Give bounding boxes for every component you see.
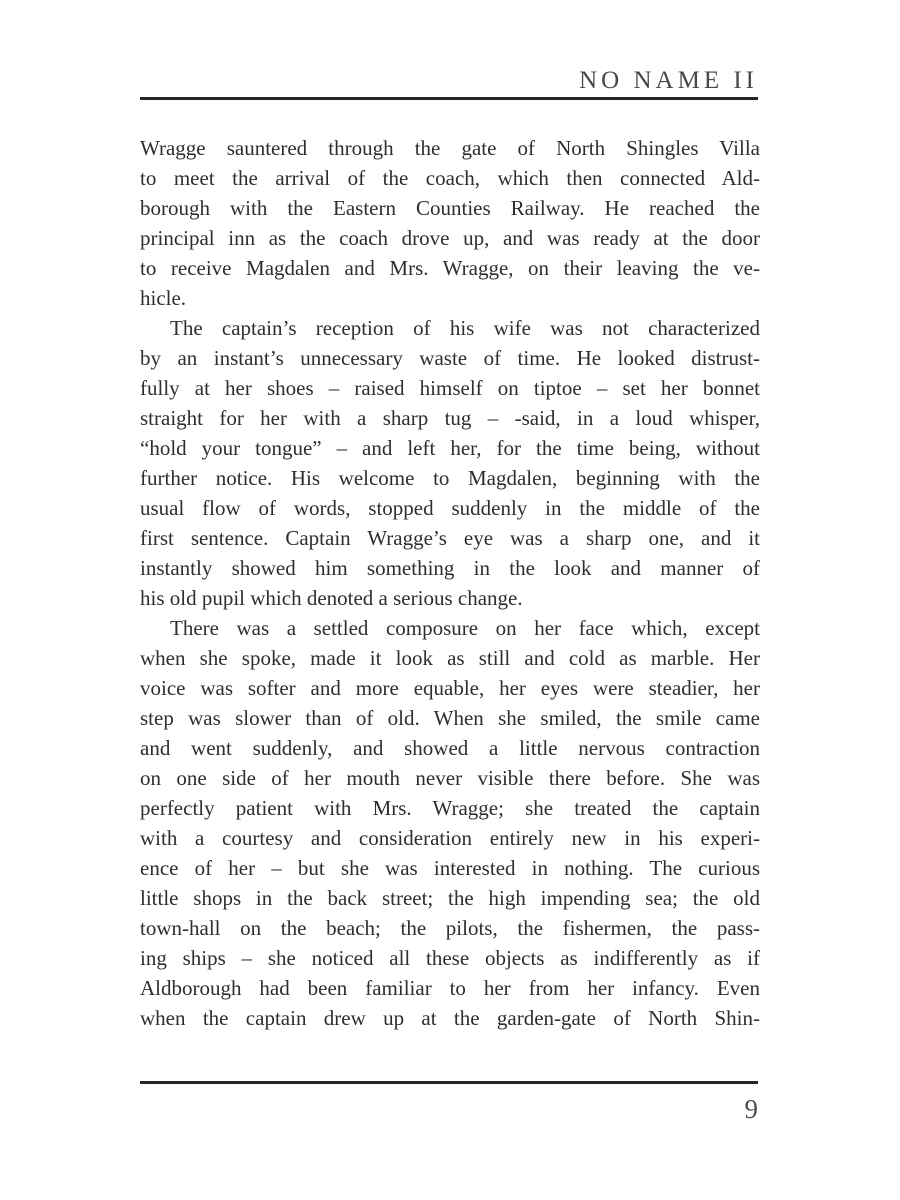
text-line: town-hall on the beach; the pilots, the fishermen, the pass- (140, 916, 760, 940)
paragraph (140, 613, 760, 1033)
text-line: fully at her shoes – raised himself on tiptoe – set her bonnet (140, 376, 760, 400)
text-line: principal inn as the coach drove up, and was ready at the door (140, 226, 760, 250)
page-body (140, 133, 760, 1033)
text-line: perfectly patient with Mrs. Wragge; she treated the captain (140, 796, 760, 820)
text-line: to meet the arrival of the coach, which then connected Ald- (140, 166, 760, 190)
text-line: on one side of her mouth never visible there before. She was (140, 766, 760, 790)
text-line: hicle. (140, 286, 187, 310)
paragraph (140, 133, 760, 313)
text-line: step was slower than of old. When she smiled, the smile came (140, 706, 760, 730)
text-line: to receive Magdalen and Mrs. Wragge, on their leaving the ve- (140, 256, 760, 280)
text-line: Wragge sauntered through the gate of North Shingles Villa (140, 136, 760, 160)
text-line: instantly showed him something in the look and manner of (140, 556, 760, 580)
text-line: voice was softer and more equable, her eyes were steadier, her (140, 676, 760, 700)
text-line: Aldborough had been familiar to her from her infancy. Even (140, 976, 760, 1000)
text-line: further notice. His welcome to Magdalen, beginning with the (140, 466, 760, 490)
running-header-title: NO NAME II (579, 67, 758, 94)
text-line: by an instant’s unnecessary waste of time. He looked distrust- (140, 346, 760, 370)
text-line: when she spoke, made it look as still and cold as marble. Her (140, 646, 760, 670)
text-line: with a courtesy and consideration entirely new in his experi- (140, 826, 760, 850)
footer-rule (140, 1081, 758, 1084)
text-line: his old pupil which denoted a serious change. (140, 586, 523, 610)
text-line: first sentence. Captain Wragge’s eye was a sharp one, and it (140, 526, 760, 550)
text-line: “hold your tongue” – and left her, for the time being, without (140, 436, 760, 460)
paragraph (140, 313, 760, 613)
text-line: ence of her – but she was interested in nothing. The curious (140, 856, 760, 880)
text-line: straight for her with a sharp tug – -said, in a loud whisper, (140, 406, 760, 430)
page-number: 9 (744, 1094, 758, 1124)
header-rule (140, 97, 758, 100)
text-line: and went suddenly, and showed a little nervous contraction (140, 736, 760, 760)
text-line: The captain’s reception of his wife was not characterized (170, 316, 760, 340)
text-line: usual flow of words, stopped suddenly in the middle of the (140, 496, 760, 520)
text-line: There was a settled composure on her face which, except (170, 616, 760, 640)
text-line: ing ships – she noticed all these objects as indifferently as if (140, 946, 760, 970)
text-line: little shops in the back street; the high impending sea; the old (140, 886, 760, 910)
text-line: borough with the Eastern Counties Railway. He reached the (140, 196, 760, 220)
text-line: when the captain drew up at the garden-gate of North Shin- (140, 1006, 760, 1030)
